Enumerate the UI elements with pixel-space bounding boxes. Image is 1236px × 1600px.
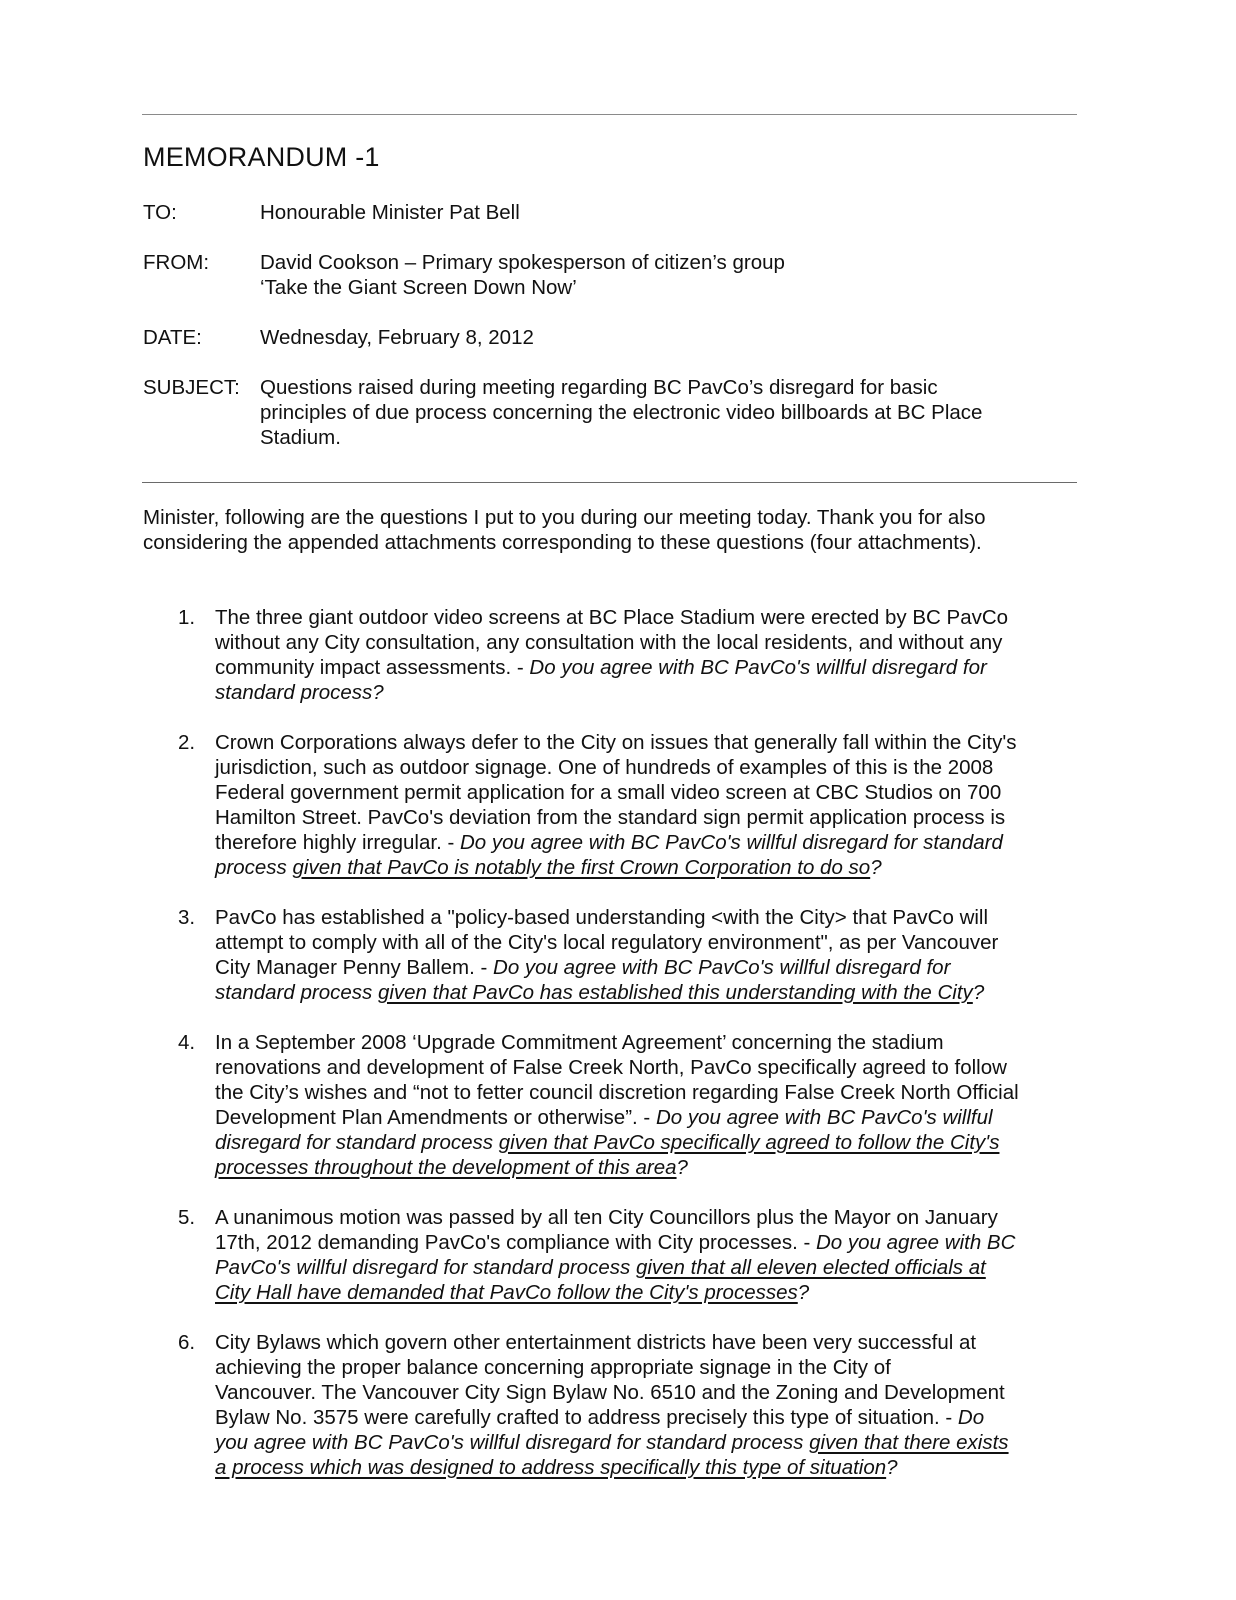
subject-label: SUBJECT: (143, 376, 240, 399)
question-text: Crown Corporations always defer to the City on issues that generally fall within the City's jurisdiction, such as outdoor signage. One of hundreds of examples of this is the 2008 Federal government permit application for a small video screen at CBC Studios on 700 Hamilton Street. PavCo's deviation from the standard sign permit application process is therefore highly irregular. - Do you agree with BC PavCo's willful disregard for standard process given that PavCo is notably the first Crown Corporation to do so? (215, 731, 1017, 879)
header-divider (142, 482, 1077, 483)
question-number: 4. (178, 1031, 196, 1054)
from-label: FROM: (143, 251, 210, 274)
to-value: Honourable Minister Pat Bell (260, 201, 520, 224)
from-value: David Cookson – Primary spokesperson of citizen’s group ‘Take the Giant Screen Down Now’ (260, 251, 785, 299)
question-number: 6. (178, 1331, 196, 1354)
question-number: 5. (178, 1206, 196, 1229)
memo-title: MEMORANDUM -1 (143, 142, 380, 172)
date-label: DATE: (143, 326, 202, 349)
question-text: City Bylaws which govern other entertainment districts have been very successful at achieving the proper balance concerning appropriate signage in the City of Vancouver. The Vancouver City Sign Bylaw No. 6510 and the Zoning and Development Bylaw No. 3575 were carefully crafted to address precisely this type of situation. - Do you agree with BC PavCo's willful disregard for standard process given that there exists a process which was designed to address specifically this type of situation? (215, 1331, 1009, 1479)
date-value: Wednesday, February 8, 2012 (260, 326, 534, 349)
question-number: 3. (178, 906, 196, 929)
to-label: TO: (143, 201, 177, 224)
question-text: In a September 2008 ‘Upgrade Commitment Agreement’ concerning the stadium renovations and development of False Creek North, PavCo specifically agreed to follow the City’s wishes and “not to fetter council discretion regarding False Creek North Official Development Plan Amendments or otherwise”. - Do you agree with BC PavCo's willful disregard for standard process given that PavCo specifically agreed to follow the City's processes throughout the development of this area? (215, 1031, 1019, 1179)
question-number: 2. (178, 731, 196, 754)
intro-paragraph: Minister, following are the questions I put to you during our meeting today. Thank you for also considering the appended attachments corresponding to these questions (four attachments). (143, 506, 986, 554)
top-divider (142, 114, 1077, 115)
question-text: A unanimous motion was passed by all ten City Councillors plus the Mayor on January 17th, 2012 demanding PavCo's compliance with City processes. - Do you agree with BC PavCo's willful disregard for standard process given that all eleven elected officials at City Hall have demanded that PavCo follow the City's processes? (215, 1206, 1016, 1304)
question-number: 1. (178, 606, 196, 629)
question-text: The three giant outdoor video screens at BC Place Stadium were erected by BC PavCo without any City consultation, any consultation with the local residents, and without any community impact assessments. - Do you agree with BC PavCo's willful disregard for standard process? (215, 606, 1009, 704)
subject-value: Questions raised during meeting regarding BC PavCo’s disregard for basic principles of due process concerning the electronic video billboards at BC Place Stadium. (260, 376, 983, 449)
question-text: PavCo has established a "policy-based understanding <with the City> that PavCo will attempt to comply with all of the City's local regulatory environment", as per Vancouver City Manager Penny Ballem. - Do you agree with BC PavCo's willful disregard for standard process given that PavCo has established this understanding with the City? (215, 906, 999, 1004)
